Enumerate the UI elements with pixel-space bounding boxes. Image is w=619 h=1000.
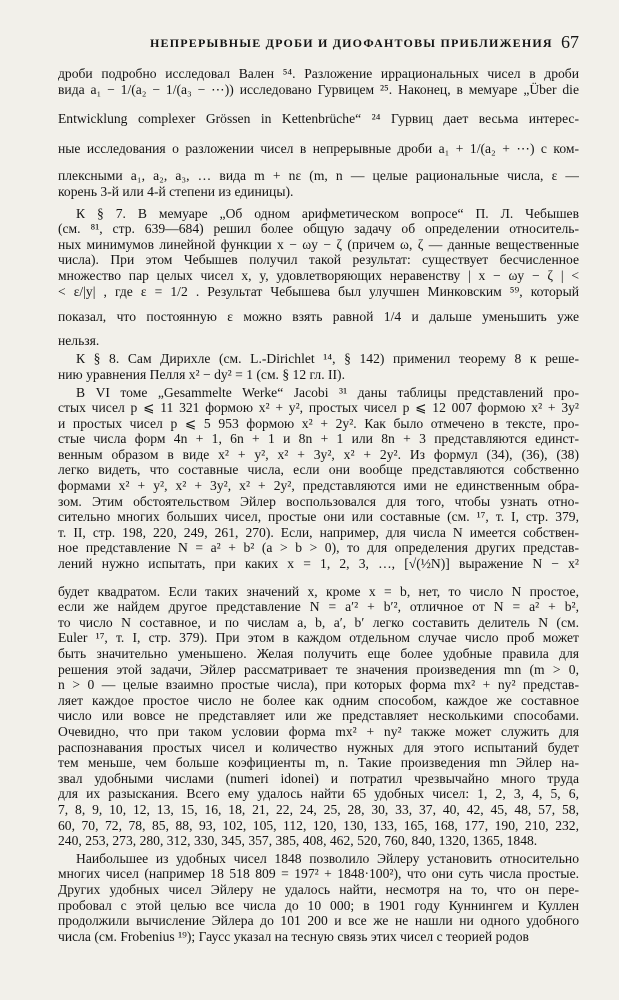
text-line: венным образом в виде x² + y², x² + 3y², x² + 2y². Из формул (34), (36), (38)	[58, 446, 579, 462]
text-line: тем меньше, чем больше коэфициенты m, n. Такие произведения mn Эйлер на-	[58, 755, 579, 771]
running-title: НЕПРЕРЫВНЫЕ ДРОБИ И ДИОФАНТОВЫ ПРИБЛИЖЕНИЯ	[150, 36, 553, 50]
text-line: ных минимумов линейной функции x − ωy − ζ (причем ω, ζ — данные вещественные	[58, 236, 579, 252]
text-line: Euler ¹⁷, т. I, стр. 379). При этом в каждом отдельном случае число проб может	[58, 630, 579, 646]
paragraph	[58, 851, 579, 945]
text-line: легко видеть, что составные числа, если они вообще представляются собственно	[58, 462, 579, 478]
text-line: < ε/|y| , где ε = 1/2 . Результат Чебышева был улучшен Минковским ⁵⁹, который	[58, 283, 579, 299]
text-line: звал удобными числами (numeri idonei) и потратил чрезвычайно много труда	[58, 770, 579, 786]
text-line: нельзя.	[58, 332, 100, 348]
text-line: Очевидно, что при таком условии форма mx² + ny² также может служить для	[58, 723, 579, 739]
page-number: 67	[561, 32, 579, 52]
text-line: число или вовсе не представляет или же представляет несколькими способами.	[58, 708, 579, 724]
text-line: 240, 253, 273, 280, 312, 330, 345, 357, 385, 408, 462, 520, 760, 840, 1320, 1365, 1848.	[58, 833, 538, 849]
paragraph	[58, 351, 579, 382]
text-line: ные исследования о разложении чисел в непрерывные дроби a₁ + 1/(a₂ + ⋯) с ком-	[58, 140, 579, 156]
paragraph	[58, 206, 579, 349]
text-line: т. II, стр. 198, 220, 249, 261, 270). Если, например, для числа N имеется собствен-	[58, 524, 579, 540]
text-line: числа (см. Frobenius ¹⁹); Гаусс указал на тесную связь этих чисел с теорией родов	[58, 928, 529, 944]
body-text	[58, 66, 579, 944]
text-line: К § 7. В мемуаре „Об одном арифметическом вопросе“ П. Л. Чебышев	[76, 205, 579, 221]
text-line: распознавания простых чисел и количество нужных для этого испытаний будет	[58, 739, 579, 755]
text-line: Других удобных чисел Эйлеру не удалось найти, несмотря на то, что он пере-	[58, 881, 579, 897]
text-line: если же найдем другое представление N = a′² + b′², отличное от N = a² + b²,	[58, 599, 579, 615]
text-line: нию уравнения Пелля x² − dy² = 1 (см. § 12 гл. II).	[58, 366, 345, 382]
text-line: пробовал с этой целью все числа до 10 000; в 1901 году Куннингем и Куллен	[58, 897, 579, 913]
text-line: n > 0 — целые взаимно простые числа), при которых форма mx² + ny² представ-	[58, 677, 579, 693]
text-line: числа). При этом Чебышев получил такой результат: существует бесчисленное	[58, 252, 579, 268]
text-line: корень 3-й или 4-й степени из единицы).	[58, 183, 294, 199]
text-line: продолжили вычисление Эйлера до 101 200 и все же не нашли ни одного удобного	[58, 913, 579, 929]
text-line: лений нужно испытать, при каких x = 1, 2, 3, …, [√(½N)] выражение N − x²	[58, 556, 579, 572]
paragraph	[58, 385, 579, 849]
text-line: К § 8. Сам Дирихле (см. L.-Dirichlet ¹⁴, § 142) применил теорему 8 к реше-	[76, 351, 579, 367]
text-line: 60, 70, 72, 78, 85, 88, 93, 102, 105, 112, 120, 130, 133, 165, 168, 177, 190, 210, 232,	[58, 817, 579, 833]
running-header	[0, 30, 619, 56]
text-line: то число N составное, и по числам a, b, a′, b′ легко составить делитель N (см.	[58, 614, 579, 630]
text-line: В VI томе „Gesammelte Werke“ Jacobi ³¹ даны таблицы представлений про-	[76, 384, 579, 400]
text-line: быть значительно уменьшено. Желая получить еще более удобные правила для	[58, 646, 579, 661]
text-line: (см. ⁸¹, стр. 639—684) решил более общую задачу об определении относитель-	[58, 221, 579, 237]
text-line: Entwicklung complexer Grössen in Kettenbrüche“ ²⁴ Гурвиц дает весьма интерес-	[58, 111, 579, 127]
text-line: сительно многих больших чисел, простые они или составные (см. ¹⁷, т. I, стр. 379,	[58, 509, 579, 525]
text-line: зом. Этим обстоятельством Эйлер воспользовался для того, чтобы узнать отно-	[58, 493, 579, 509]
text-line: ляет каждое простое число не более как одним способом, каждое же составное	[58, 692, 579, 708]
text-line: для их разыскания. Всего ему удалось найти 65 удобных чисел: 1, 2, 3, 4, 5, 6,	[58, 786, 579, 802]
text-line: вида a₁ − 1/(a₂ − 1/(a₃ − ⋯)) исследовано Гурвицем ²⁵. Наконец, в мемуаре „Über die	[58, 81, 579, 97]
text-line: стые числа форм 4n + 1, 6n + 1 и 8n + 1 или 8n + 3 представляются единст-	[58, 431, 579, 447]
text-line: показал, что постоянную ε можно взять равной 1/4 и дальше уменьшить уже	[58, 309, 579, 325]
text-line: плексными a₁, a₂, a₃, … вида m + nε (m, n — целые рациональные числа, ε —	[58, 168, 579, 184]
text-line: ное представление N = a² + b² (a > b > 0), то для определения других представ-	[58, 540, 579, 556]
paragraph	[58, 66, 579, 200]
text-line: будет квадратом. Если таких значений x, кроме x = b, нет, то число N простое,	[58, 583, 579, 599]
text-line: дроби подробно исследовал Вален ⁵⁴. Разложение иррациональных чисел в дроби	[58, 66, 579, 81]
text-line: 7, 8, 9, 10, 12, 13, 15, 16, 18, 21, 22, 24, 25, 28, 30, 33, 37, 40, 42, 45, 48, 57, 58,	[58, 801, 579, 817]
text-line: стых чисел p ⩽ 11 321 формою x² + y², простых чисел p ⩽ 12 007 формою x² + 3y²	[58, 400, 579, 416]
text-line: решения этой задачи, Эйлер рассматривает те значения произведения mn (m > 0,	[58, 661, 579, 677]
text-line: и простых чисел p ⩽ 5 953 формою x² + 2y². Как было отмечено в тексте, про-	[58, 415, 579, 431]
text-line: многих чисел (например 18 518 809 = 197² + 1848·100²), что они суть числа простые.	[58, 866, 579, 882]
text-line: Наибольшее из удобных чисел 1848 позволило Эйлеру установить относительно	[76, 850, 579, 866]
text-line: формами x² + y², x² + 3y², x² + 2y², представляются ими не единственным обра-	[58, 478, 579, 494]
text-line: множество пар целых чисел x, y, удовлетворяющих неравенству | x − ωy − ζ | <	[58, 267, 579, 283]
